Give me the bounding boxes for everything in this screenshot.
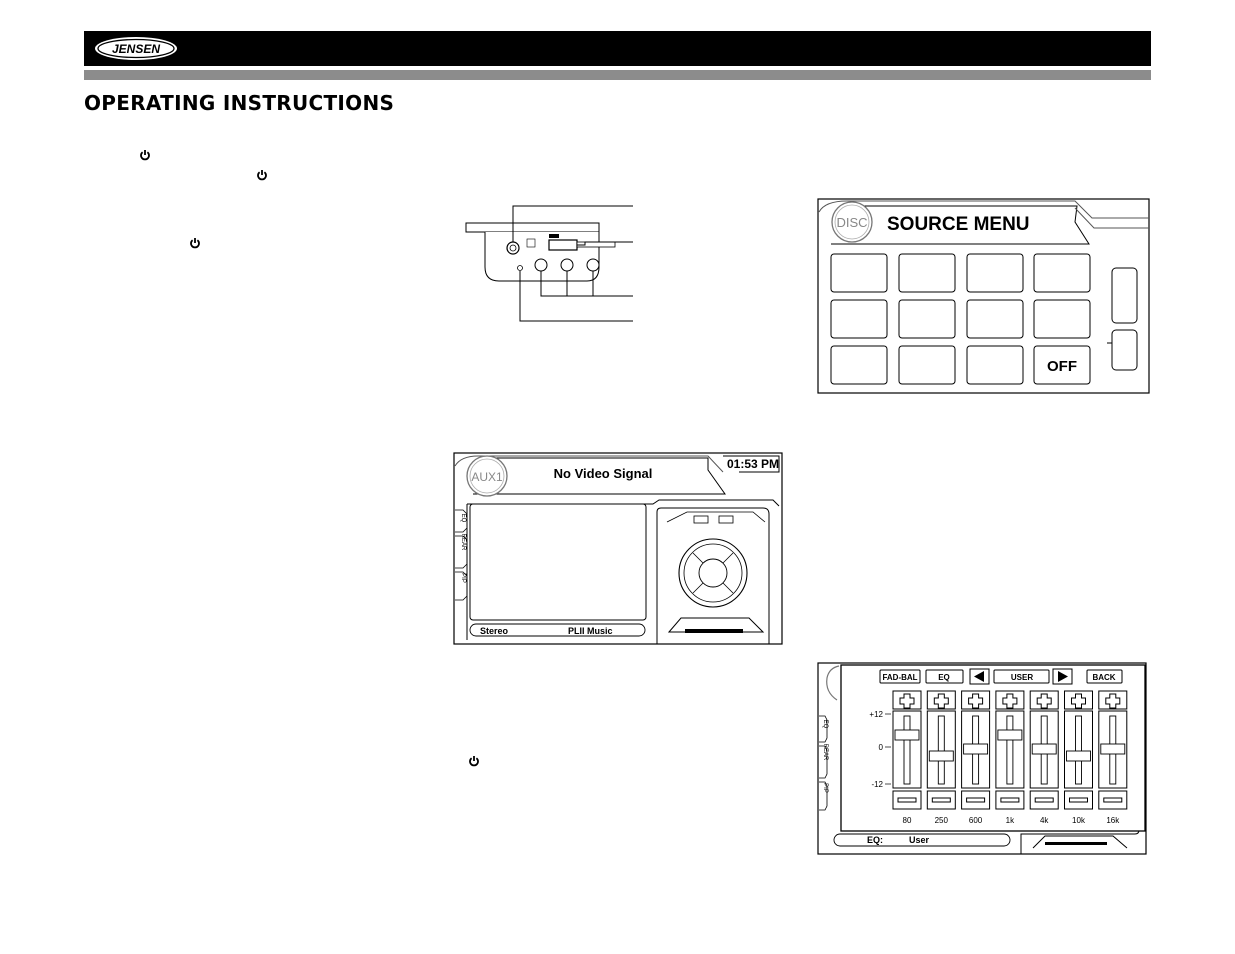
- side-tab-pip[interactable]: [460, 573, 466, 583]
- av-input-jack: [507, 242, 519, 254]
- page-down-button[interactable]: [1112, 330, 1137, 370]
- side-tab-eq-label: EQ: [822, 719, 828, 729]
- source-button[interactable]: [1034, 300, 1090, 338]
- scale-zero: 0: [878, 743, 883, 752]
- source-button[interactable]: [899, 300, 955, 338]
- eq-slider-knob[interactable]: [929, 751, 953, 761]
- side-tab-pip[interactable]: [822, 783, 828, 793]
- video-area: [470, 504, 646, 620]
- minus-icon: [1070, 798, 1088, 802]
- eq-band-label: 10k: [1072, 816, 1085, 825]
- preset-label: USER: [1010, 673, 1034, 682]
- brand-text: JENSEN: [111, 42, 161, 56]
- eq-band-label: 16k: [1106, 816, 1120, 825]
- eq-band-label: 80: [902, 816, 912, 825]
- side-tab-rear-label: REAR: [460, 533, 466, 551]
- source-button[interactable]: [831, 254, 887, 292]
- audio-icon[interactable]: [719, 516, 733, 523]
- enter-button[interactable]: [699, 559, 727, 587]
- eq-slider-knob[interactable]: [964, 744, 988, 754]
- eq-band: [893, 691, 921, 825]
- power-icon: [468, 755, 480, 767]
- eq-slider-knob[interactable]: [1101, 744, 1125, 754]
- power-icon: [139, 149, 151, 161]
- minus-icon: [1035, 798, 1053, 802]
- eq-status-value: User: [909, 835, 930, 845]
- eq-slider-knob[interactable]: [1032, 744, 1056, 754]
- page-up-button[interactable]: [1112, 268, 1137, 323]
- source-button[interactable]: [899, 346, 955, 384]
- eq-label: EQ: [938, 673, 950, 682]
- source-button[interactable]: [831, 346, 887, 384]
- eq-band: [996, 691, 1024, 825]
- minus-icon: [932, 798, 950, 802]
- eq-band: [927, 691, 955, 825]
- eq-status-label: EQ:: [867, 835, 884, 845]
- minus-icon: [967, 798, 985, 802]
- aux-label: AUX1: [471, 470, 503, 484]
- eq-screen: [817, 662, 1147, 855]
- side-tab-rear-label: REAR: [822, 743, 828, 761]
- eq-slider-track[interactable]: [938, 716, 944, 784]
- eq-band: [1099, 691, 1127, 825]
- side-tab-pip-label: PIP: [460, 573, 466, 583]
- eq-slider-knob[interactable]: [895, 730, 919, 740]
- source-menu-screen: [817, 198, 1150, 394]
- side-tab-eq-label: EQ: [460, 513, 466, 523]
- page-title: OPERATING INSTRUCTIONS: [84, 91, 395, 115]
- eq-band: [1065, 691, 1093, 825]
- signal-status: No Video Signal: [553, 466, 653, 481]
- scale-min: -12: [871, 780, 883, 789]
- power-icon: [256, 169, 268, 181]
- back-label: BACK: [1092, 673, 1116, 682]
- disc-label: DISC: [836, 215, 868, 230]
- side-tab-eq[interactable]: [460, 514, 466, 523]
- surround-mode: PLII Music: [568, 626, 613, 636]
- eq-slider-track[interactable]: [904, 716, 910, 784]
- source-button[interactable]: [831, 300, 887, 338]
- header-bar: [84, 31, 1151, 66]
- source-button[interactable]: [967, 346, 1023, 384]
- source-button[interactable]: [899, 254, 955, 292]
- aux-screen: [453, 452, 783, 645]
- eq-slider-track[interactable]: [1076, 716, 1082, 784]
- side-tab-rear[interactable]: [460, 534, 466, 551]
- video-icon[interactable]: [694, 516, 708, 523]
- eq-slider-knob[interactable]: [1067, 751, 1091, 761]
- minus-icon: [898, 798, 916, 802]
- eq-band-label: 1k: [1005, 816, 1015, 825]
- audio-mode: Stereo: [480, 626, 509, 636]
- source-button[interactable]: [967, 300, 1023, 338]
- minus-icon: [1104, 798, 1122, 802]
- eq-band-label: 250: [934, 816, 948, 825]
- clock: 01:53 PM: [726, 457, 780, 471]
- eq-band-label: 4k: [1039, 816, 1049, 825]
- eq-slider-track[interactable]: [1007, 716, 1013, 784]
- power-icon: [189, 237, 201, 249]
- header-divider: [84, 70, 1151, 80]
- eq-slider-knob[interactable]: [998, 730, 1022, 740]
- jensen-logo: [94, 36, 178, 61]
- scale-max: +12: [869, 710, 883, 719]
- side-tab-rear[interactable]: [822, 744, 828, 761]
- source-button[interactable]: [967, 254, 1023, 292]
- eq-band-label: 600: [968, 816, 983, 825]
- source-menu-title: SOURCE MENU: [887, 214, 1030, 235]
- eq-bands: [893, 691, 1127, 825]
- eq-band: [962, 691, 990, 825]
- source-button[interactable]: [1034, 254, 1090, 292]
- side-tab-eq[interactable]: [822, 720, 828, 729]
- front-panel-diagram: [465, 195, 640, 325]
- fad-bal-label: FAD-BAL: [882, 673, 918, 682]
- side-tab-pip-label: PIP: [822, 783, 828, 793]
- usb-port: [549, 240, 577, 250]
- eq-band: [1030, 691, 1058, 825]
- minus-icon: [1001, 798, 1019, 802]
- off-label: OFF: [1047, 358, 1077, 375]
